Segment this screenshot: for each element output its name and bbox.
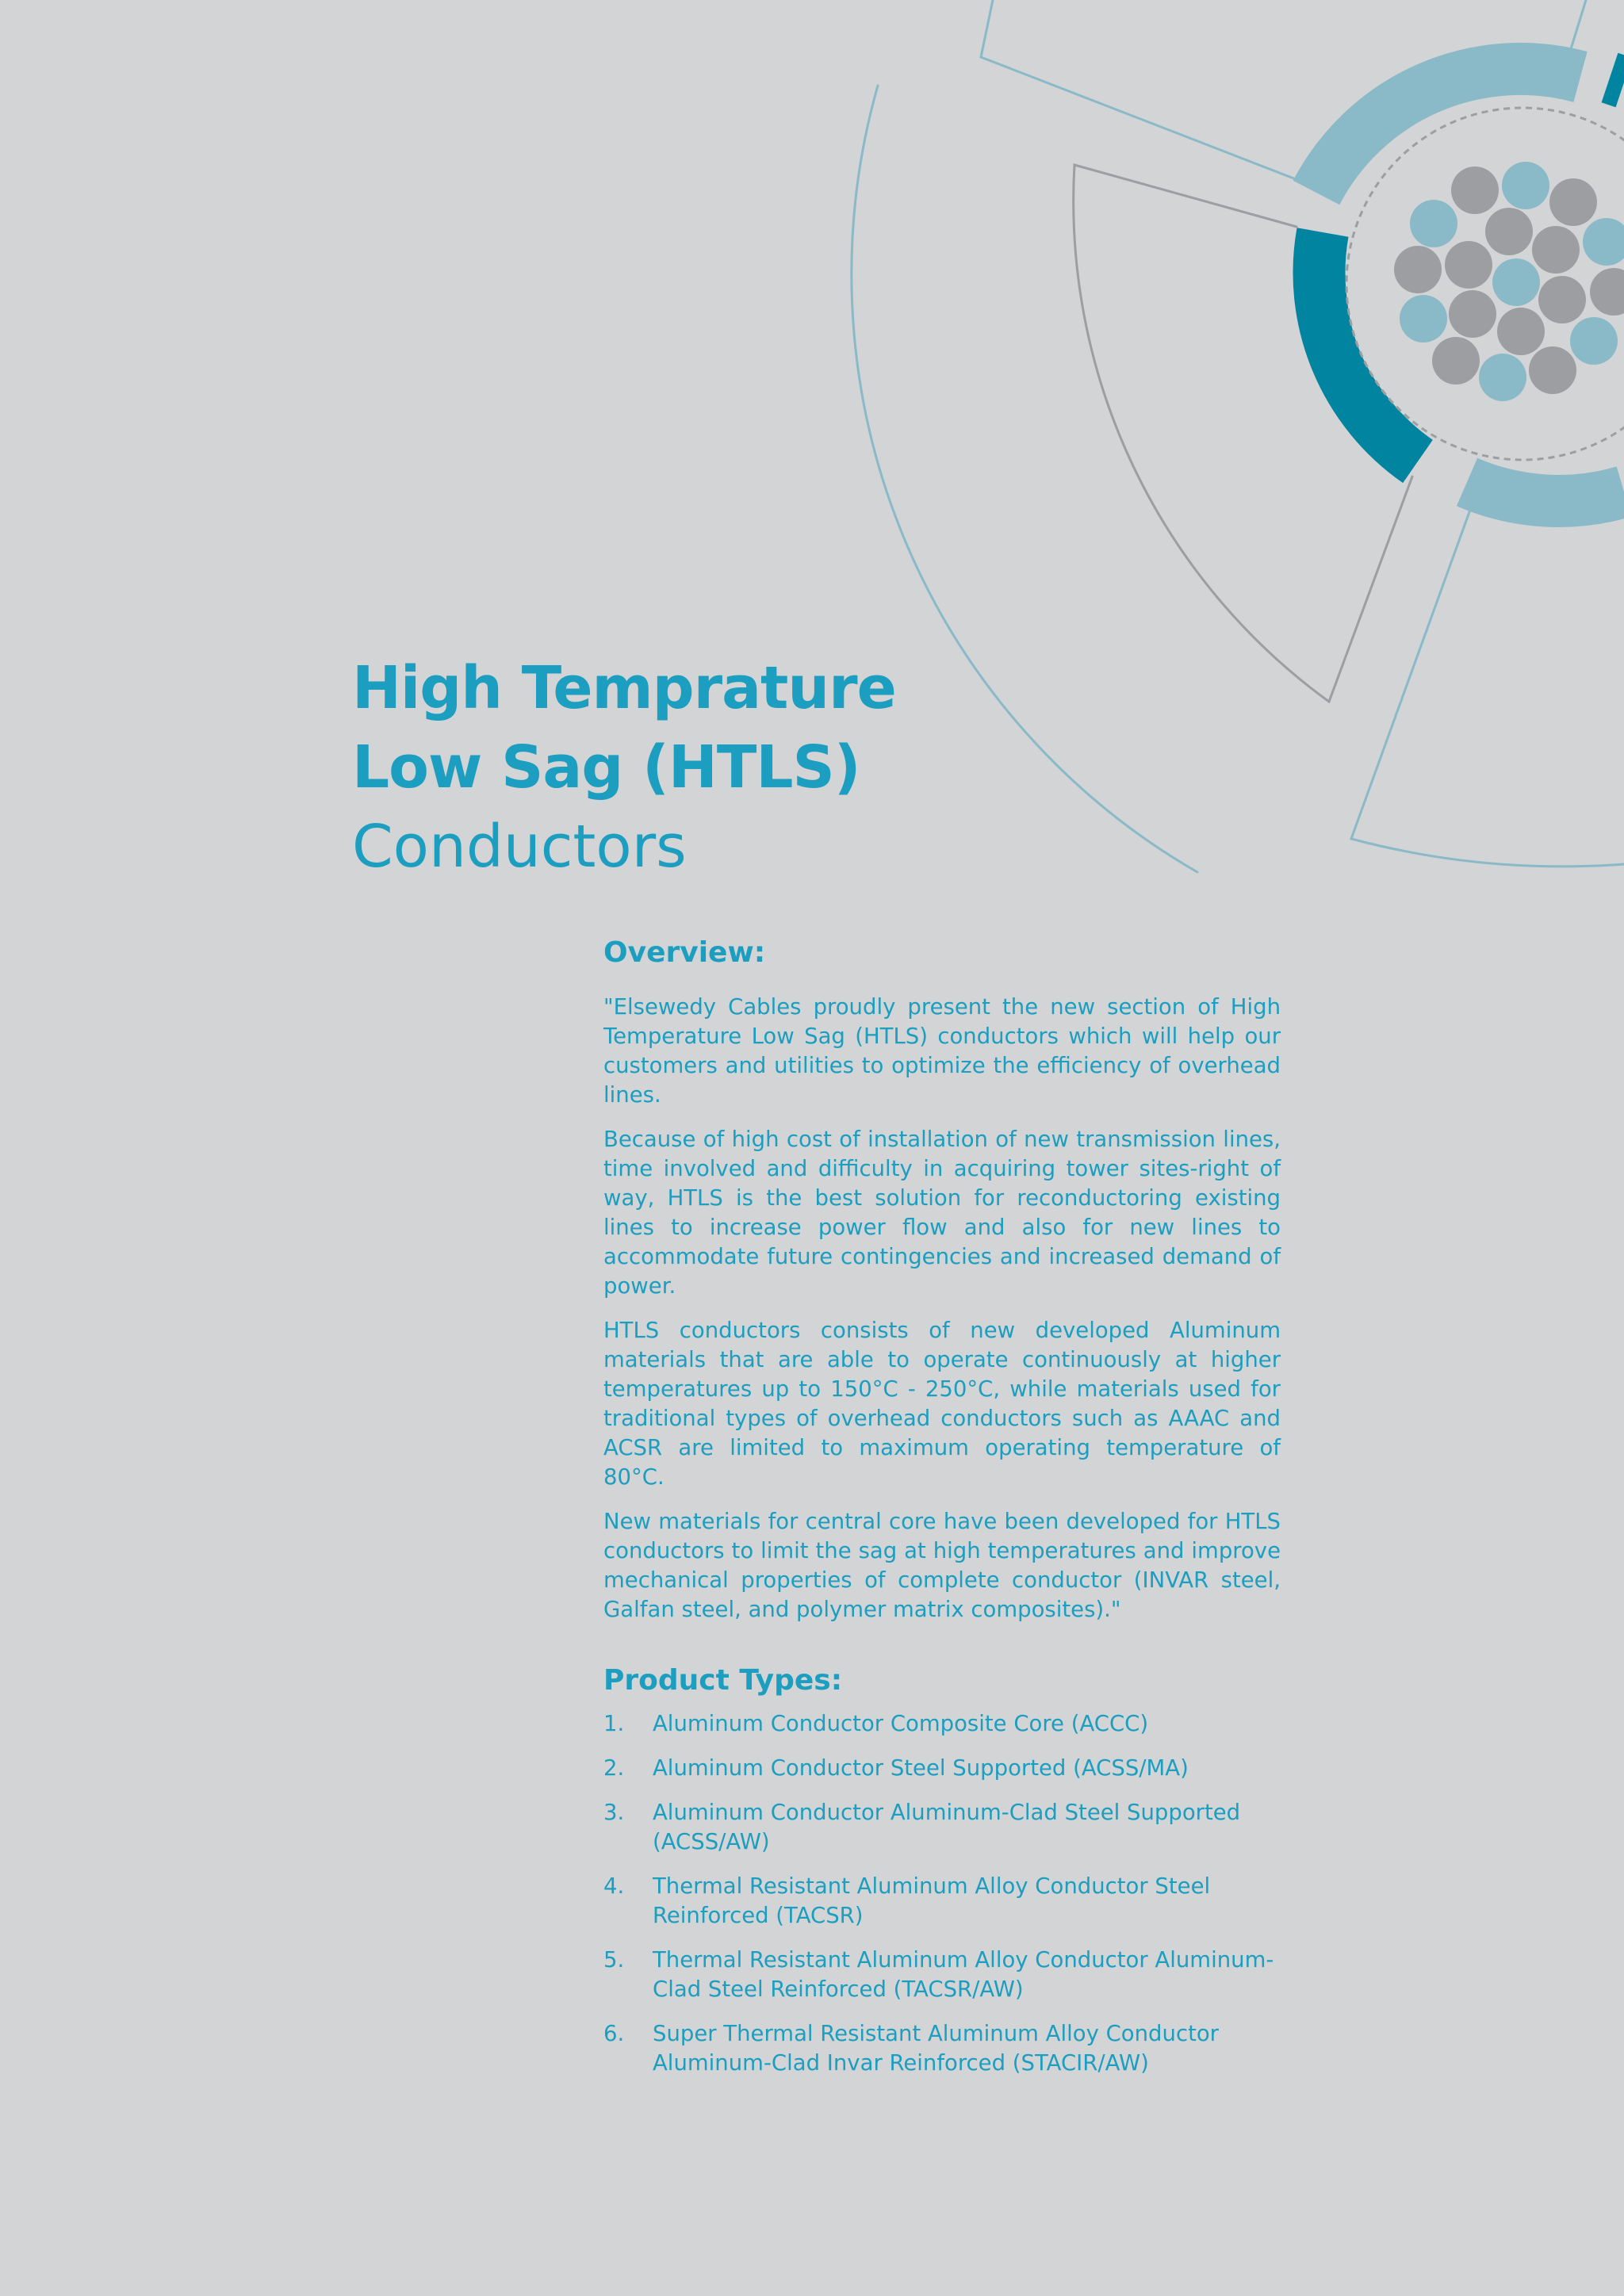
list-item-text: Aluminum Conductor Aluminum-Clad Steel Supported (ACSS/AW) bbox=[653, 1800, 1241, 1854]
title-line-2: Low Sag (HTLS) bbox=[352, 733, 860, 802]
list-item-text: Thermal Resistant Aluminum Alloy Conductor Steel Reinforced (TACSR) bbox=[653, 1873, 1211, 1928]
list-item-number: 6. bbox=[603, 2021, 625, 2046]
list-item-text: Thermal Resistant Aluminum Alloy Conductor Aluminum-Clad Steel Reinforced (TACSR/AW) bbox=[653, 1947, 1274, 2002]
list-item-number: 1. bbox=[603, 1711, 625, 1736]
list-item-number: 4. bbox=[603, 1873, 625, 1899]
overview-paragraph-2: Because of high cost of installation of new transmission lines, time involved and difficulty in acquiring tower sites-right of way, HTLS is the best solution for reconductoring existing lines to increase power flow and also for new lines to accommodate future contingencies and increased demand of power. bbox=[603, 1127, 1281, 1299]
main-content bbox=[603, 934, 1281, 2093]
overview-paragraph-1: "Elsewedy Cables proudly present the new section of High Temperature Low Sag (HTLS) conductors which will help our customers and utilities to optimize the efficiency of overhead lines. bbox=[603, 994, 1281, 1108]
list-item bbox=[603, 1709, 1281, 1739]
list-item bbox=[603, 2019, 1281, 2078]
list-item-text: Super Thermal Resistant Aluminum Alloy Conductor Aluminum-Clad Invar Reinforced (STACIR/AW) bbox=[653, 2021, 1219, 2076]
list-item bbox=[603, 1754, 1281, 1783]
list-item-number: 5. bbox=[603, 1947, 625, 1973]
list-item bbox=[603, 1872, 1281, 1931]
list-item-number: 2. bbox=[603, 1755, 625, 1781]
overview-paragraph-4: New materials for central core have been developed for HTLS conductors to limit the sag at high temperatures and improve mechanical properties of complete conductor (INVAR steel, Galfan steel, and polymer matrix composites)." bbox=[603, 1509, 1281, 1622]
list-item-text: Aluminum Conductor Steel Supported (ACSS/MA) bbox=[653, 1755, 1189, 1781]
list-item bbox=[603, 1946, 1281, 2004]
overview-paragraph-3: HTLS conductors consists of new developed Aluminum materials that are able to operate continuously at higher temperatures up to 150°C - 250°C, while materials used for traditional types of overhead conductors such as AAAC and ACSR are limited to maximum operating temperature of 80°C. bbox=[603, 1318, 1281, 1490]
product-types-list bbox=[603, 1709, 1281, 2078]
list-item bbox=[603, 1798, 1281, 1857]
overview-heading: Overview: bbox=[603, 936, 766, 969]
list-item-text: Aluminum Conductor Composite Core (ACCC) bbox=[653, 1711, 1149, 1736]
page-title bbox=[352, 649, 1066, 886]
title-line-3: Conductors bbox=[352, 813, 687, 881]
list-item-number: 3. bbox=[603, 1800, 625, 1825]
product-types-heading: Product Types: bbox=[603, 1664, 843, 1697]
title-line-1: High Temprature bbox=[352, 654, 896, 722]
